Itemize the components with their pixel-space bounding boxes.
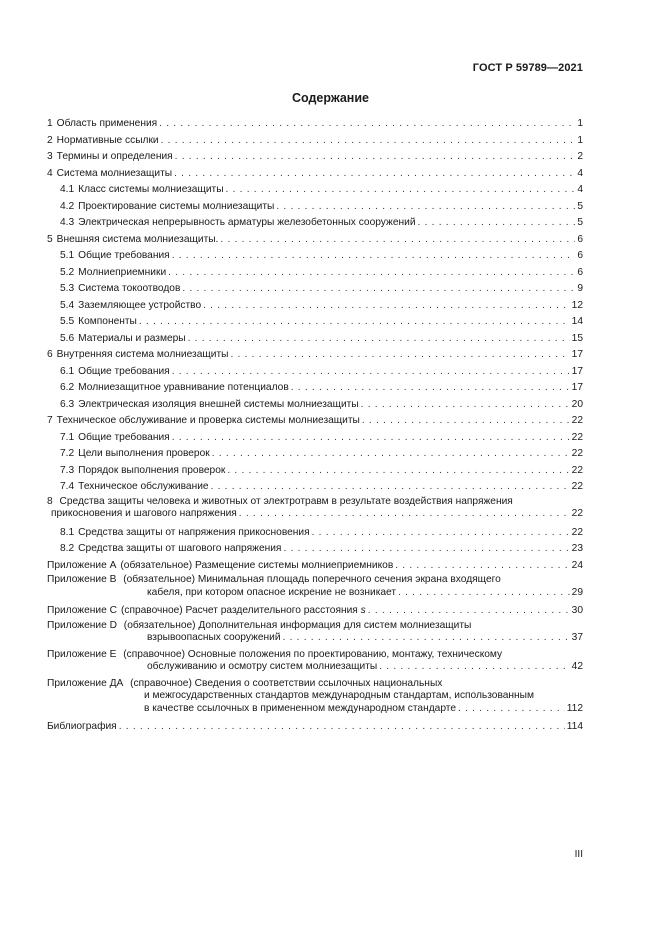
toc-entry-title-cont: и межгосударственных стандартов международным стандартам, использованным	[144, 690, 535, 701]
dot-leader	[172, 248, 576, 265]
toc-appendix-d[interactable]	[47, 620, 583, 645]
toc-entry-number: 8.2	[60, 543, 75, 554]
toc-entry-7-4[interactable]	[47, 479, 583, 496]
toc-entry-title: Порядок выполнения проверок	[78, 464, 226, 476]
dot-leader	[220, 232, 575, 249]
toc-entry-title: Общие требования	[78, 365, 170, 377]
dot-leader	[418, 215, 576, 232]
toc-entry-title-cont: обслуживанию и осмотру систем молниезащиты	[147, 661, 378, 672]
toc-entry-title: Электрическая изоляция внешней системы молниезащиты	[78, 398, 359, 410]
dot-leader	[395, 558, 569, 575]
toc-entry-page: 22	[571, 415, 583, 426]
toc-appendix-c[interactable]	[47, 603, 583, 620]
toc-entry-page: 6	[577, 266, 583, 278]
toc-entry-page: 24	[571, 559, 583, 571]
dot-leader	[239, 508, 570, 521]
toc-entry-number: 7.1	[60, 431, 75, 443]
toc-entry-page: 29	[571, 586, 583, 598]
toc-entry-title: Внешняя система молниезащиты.	[56, 233, 219, 245]
appendix-label: Приложение А	[47, 559, 117, 571]
toc-entry-number: 4	[47, 167, 53, 179]
toc-entry-number: 8	[47, 495, 53, 507]
toc-entry-page: 5	[577, 217, 583, 228]
toc-entry-3[interactable]	[47, 149, 583, 166]
toc-entry-page: 6	[577, 250, 583, 261]
toc-entry-page: 4	[577, 184, 583, 195]
toc-bibliography[interactable]	[47, 719, 583, 736]
toc-entry-number: 6	[47, 349, 53, 360]
toc-entry-7-2[interactable]	[47, 446, 583, 463]
toc-entry-5-2[interactable]	[47, 265, 583, 282]
dot-leader	[139, 314, 570, 331]
page-title: Содержание	[291, 91, 369, 105]
toc-entry-8[interactable]	[47, 496, 583, 521]
toc-appendix-e[interactable]	[47, 649, 583, 674]
dot-leader	[188, 331, 570, 348]
toc-entry-page: 4	[577, 167, 583, 179]
variable-s: s	[360, 605, 366, 616]
appendix-label: Приложение D	[47, 619, 117, 631]
dot-leader	[175, 149, 576, 166]
toc-entry-6-2[interactable]	[47, 380, 583, 397]
toc-entry-page: 22	[571, 448, 583, 459]
toc-entry-title: Область применения	[56, 118, 158, 129]
toc-entry-page: 37	[571, 632, 583, 643]
toc-entry-title: Средства защиты от напряжения прикосновения	[78, 526, 310, 538]
toc-entry-number: 5.5	[60, 316, 75, 327]
toc-entry-page: 30	[571, 605, 583, 616]
dot-leader	[212, 446, 570, 463]
toc-entry-title: (обязательное) Размещение системы молниеприемников	[120, 559, 394, 571]
toc-entry-title: Техническое обслуживание	[78, 481, 209, 492]
toc-entry-page: 42	[571, 661, 583, 672]
dot-leader	[458, 703, 565, 716]
toc-entry-title: Техническое обслуживание и проверка системы молниезащиты	[56, 415, 360, 426]
dot-leader	[283, 541, 569, 558]
toc-entry-title-cont: прикосновения и шагового напряжения	[51, 508, 237, 519]
toc-entry-number: 7.4	[60, 481, 75, 492]
toc-entry-title: Система молниезащиты	[56, 167, 173, 179]
toc-entry-number: 5.3	[60, 283, 75, 294]
toc-entry-number: 6.3	[60, 398, 75, 410]
toc-entry-page: 17	[571, 365, 583, 377]
toc-entry-5-6[interactable]	[47, 331, 583, 348]
toc-entry-title: Компоненты	[78, 316, 137, 327]
toc-entry-page: 1	[577, 118, 583, 129]
toc-entry-title: (обязательное) Минимальная площадь поперечного сечения экрана входящего	[123, 574, 501, 585]
dot-leader	[312, 525, 570, 542]
toc-entry-title: Библиография	[47, 721, 117, 732]
appendix-label: Приложение С	[47, 605, 117, 616]
toc-entry-title: Молниеприемники	[78, 266, 167, 278]
dot-leader	[172, 364, 570, 381]
appendix-label: Приложение ДА	[47, 677, 124, 689]
toc-entry-number: 5.6	[60, 332, 75, 344]
toc-entry-5-5[interactable]	[47, 314, 583, 331]
dot-leader	[276, 199, 575, 216]
toc-entry-title: Средства защиты от шагового напряжения	[78, 543, 282, 554]
toc-entry-5-1[interactable]	[47, 248, 583, 265]
toc-entry-title: Система токоотводов	[78, 283, 181, 294]
toc-appendix-da[interactable]	[47, 678, 583, 716]
toc-entry-page: 22	[571, 431, 583, 443]
dot-leader	[119, 719, 565, 736]
toc-entry-page: 6	[577, 233, 583, 245]
dot-leader	[211, 479, 570, 496]
toc-entry-page: 12	[571, 299, 583, 311]
toc-entry-title: Материалы и размеры	[78, 332, 186, 344]
toc-entry-number: 7.2	[60, 448, 75, 459]
toc-entry-7[interactable]	[47, 413, 583, 430]
toc-entry-4-2[interactable]	[47, 199, 583, 216]
toc-entry-number: 6.1	[60, 365, 75, 377]
dot-leader	[362, 413, 570, 430]
toc-appendix-b[interactable]	[47, 574, 583, 599]
toc-entry-title-cont: кабеля, при котором опасное искрение не возникает	[147, 586, 397, 598]
toc-entry-number: 5.4	[60, 299, 75, 311]
toc-entry-number: 1	[47, 118, 53, 129]
dot-leader	[398, 587, 570, 600]
toc-entry-page: 22	[571, 508, 583, 519]
toc-entry-number: 4.1	[60, 184, 75, 195]
toc-entry-title: Общие требования	[78, 431, 170, 443]
toc-entry-title: Заземляющее устройство	[78, 299, 202, 311]
dot-leader	[203, 298, 570, 315]
toc-entry-page: 15	[571, 332, 583, 344]
toc-entry-4-3[interactable]	[47, 215, 583, 232]
toc-entry-number: 5.2	[60, 266, 75, 278]
toc-entry-number: 3	[47, 151, 53, 162]
dot-leader	[161, 133, 576, 150]
toc-entry-title: Молниезащитное уравнивание потенциалов	[78, 382, 289, 393]
toc-entry-title: Электрическая непрерывность арматуры железобетонных сооружений	[78, 217, 416, 228]
toc-entry-2[interactable]	[47, 133, 583, 150]
dot-leader	[168, 265, 575, 282]
toc-entry-number: 2	[47, 134, 53, 146]
toc-entry-title: Нормативные ссылки	[56, 134, 159, 146]
toc-entry-4-1[interactable]	[47, 182, 583, 199]
dot-leader	[291, 380, 570, 397]
toc-entry-6-1[interactable]	[47, 364, 583, 381]
toc-entry-6[interactable]	[47, 347, 583, 364]
toc-entry-8-2[interactable]	[47, 541, 583, 558]
toc-entry-number: 5	[47, 233, 53, 245]
toc-entry-6-3[interactable]	[47, 397, 583, 414]
toc-entry-number: 4.3	[60, 217, 75, 228]
toc-entry-title: (обязательное) Дополнительная информация для систем молниезащиты	[123, 619, 472, 631]
toc-appendix-a[interactable]	[47, 558, 583, 575]
toc-entry-number: 6.2	[60, 382, 75, 393]
page-number: III	[574, 849, 583, 860]
toc-entry-page: 2	[577, 151, 583, 162]
appendix-label: Приложение В	[47, 574, 117, 585]
toc-entry-page: 5	[577, 200, 583, 212]
standard-number: ГОСТ Р 59789—2021	[472, 62, 583, 74]
toc-entry-title: (справочное) Сведения о соответствии ссылочных национальных	[130, 677, 443, 689]
dot-leader	[368, 603, 570, 620]
toc-entry-page: 9	[577, 283, 583, 294]
toc-entry-number: 8.1	[60, 526, 75, 538]
dot-leader	[230, 347, 569, 364]
toc-entry-number: 7	[47, 415, 53, 426]
toc-entry-page: 14	[571, 316, 583, 327]
toc-entry-title: Цели выполнения проверок	[78, 448, 210, 459]
toc-entry-number: 5.1	[60, 250, 75, 261]
toc-entry-4[interactable]	[47, 166, 583, 183]
appendix-label: Приложение Е	[47, 648, 117, 660]
dot-leader	[174, 166, 575, 183]
toc-entry-title: Класс системы молниезащиты	[78, 184, 224, 195]
toc-entry-title: Проектирование системы молниезащиты	[78, 200, 275, 212]
toc-entry-number: 4.2	[60, 200, 75, 212]
toc-entry-5-4[interactable]	[47, 298, 583, 315]
toc-entry-page: 20	[571, 398, 583, 410]
toc-entry-page: 17	[571, 349, 583, 360]
dot-leader	[182, 281, 575, 298]
toc-entry-title: Термины и определения	[56, 151, 173, 162]
dot-leader	[361, 397, 570, 414]
toc-entry-title	[121, 603, 366, 620]
dot-leader	[227, 463, 569, 480]
toc-entry-page: 23	[571, 543, 583, 554]
toc-entry-title: Общие требования	[78, 250, 170, 261]
toc-entry-5-3[interactable]	[47, 281, 583, 298]
toc-entry-page: 1	[577, 134, 583, 146]
toc-entry-1[interactable]	[47, 116, 583, 133]
toc-entry-title-cont: взрывоопасных сооружений	[147, 632, 281, 643]
toc-entry-title: (справочное) Основные положения по проектированию, монтажу, техническому	[123, 648, 503, 660]
toc-entry-page: 22	[571, 526, 583, 538]
dot-leader	[379, 661, 569, 674]
toc-entry-title: Внутренняя система молниезащиты	[56, 349, 229, 360]
toc-entry-page: 112	[566, 702, 583, 714]
toc-entry-title-cont: в качестве ссылочных в примененном международном стандарте	[144, 702, 456, 714]
table-of-contents	[47, 116, 583, 736]
toc-entry-page: 22	[571, 464, 583, 476]
dot-leader	[283, 632, 570, 645]
toc-entry-7-1[interactable]	[47, 430, 583, 447]
toc-entry-page: 17	[571, 382, 583, 393]
dot-leader	[226, 182, 576, 199]
dot-leader	[159, 116, 575, 133]
toc-entry-7-3[interactable]	[47, 463, 583, 480]
dot-leader	[172, 430, 570, 447]
toc-entry-title: Средства защиты человека и животных от электротравм в результате воздействия напряжения	[59, 495, 513, 507]
toc-entry-number: 7.3	[60, 464, 75, 476]
toc-entry-page: 114	[566, 721, 583, 732]
toc-entry-5[interactable]	[47, 232, 583, 249]
toc-entry-title-text: (справочное) Расчет разделительного расстояния	[120, 605, 358, 616]
toc-entry-page: 22	[571, 481, 583, 492]
toc-entry-8-1[interactable]	[47, 525, 583, 542]
